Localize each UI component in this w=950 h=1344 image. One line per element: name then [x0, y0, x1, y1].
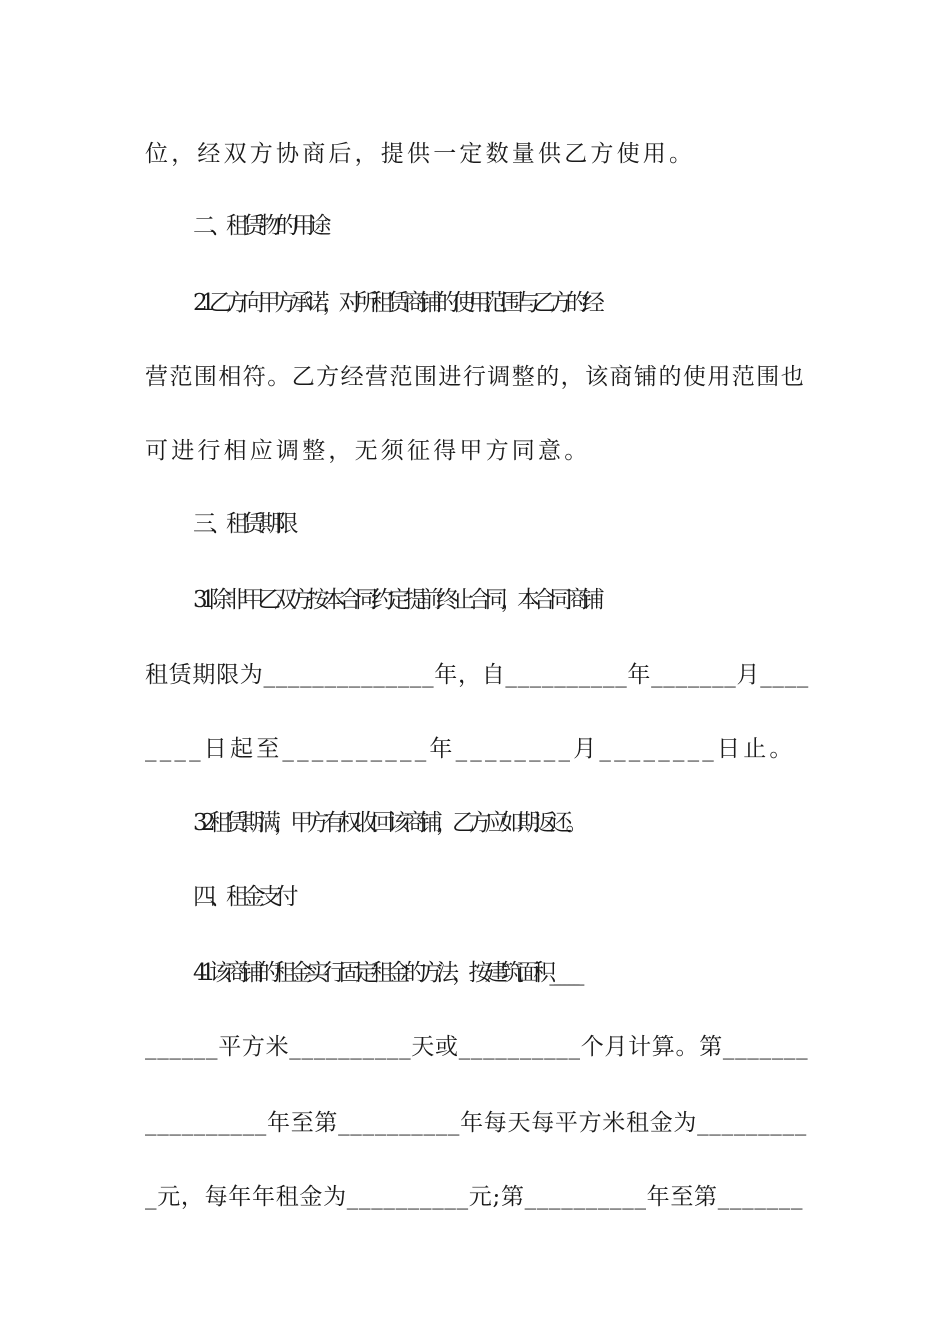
paragraph-line: 31 除非甲乙双方按本合同约定提前终止合同，本合同商铺	[193, 587, 598, 613]
section-heading: 三、租赁期限	[193, 511, 292, 537]
paragraph-line: 41 该商铺的租金实行固定租金的方法，按建筑面积______	[193, 960, 578, 986]
paragraph-line: 位，经双方协商后，提供一定数量供乙方使用。	[145, 141, 696, 167]
paragraph-line: 21 乙方向甲方承诺，对所租赁商铺的使用范围与乙方的经	[193, 290, 598, 316]
paragraph-line: ______平方米__________天或__________个月计算。第_______	[145, 1034, 809, 1060]
paragraph-line: __________年至第__________年每天每平方米租金为_________	[145, 1110, 807, 1136]
paragraph-line: 租赁期限为______________年，自__________年_______月____	[145, 662, 809, 688]
paragraph-line: ____日起至__________年________月________日止。	[145, 736, 796, 762]
paragraph-line: _元，每年年租金为__________元;第__________年至第_______	[145, 1184, 804, 1210]
paragraph-line: 32 租赁期满，甲方有权收回该商铺，乙方应如期返还。	[193, 810, 582, 836]
section-heading: 二、租赁物的用途	[193, 213, 325, 239]
paragraph-line: 营范围相符。乙方经营范围进行调整的，该商铺的使用范围也	[145, 364, 806, 390]
section-heading: 四、租金支付	[193, 884, 292, 910]
paragraph-line: 可进行相应调整，无须征得甲方同意。	[145, 438, 591, 464]
